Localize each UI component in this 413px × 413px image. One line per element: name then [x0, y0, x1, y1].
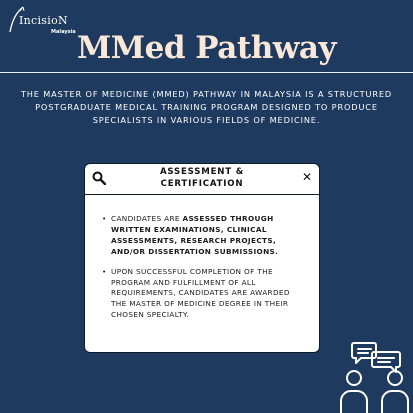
logo-text: IncisioN — [19, 14, 68, 27]
list-item — [102, 267, 307, 322]
bullet-1-text: CANDIDATES ARE — [111, 214, 183, 223]
people-chat-icon — [338, 338, 413, 413]
card-title-line-1: ASSESSMENT & — [159, 167, 245, 177]
bullet-2-text: UPON SUCCESSFUL COMPLETION OF THE PROGRAM AND FULFILLMENT OF ALL REQUIREMENTS, CANDIDATES ARE AWARDED THE MASTER OF MEDICINE DEGREE IN THEIR CHOSEN SPECIALTY. — [111, 266, 290, 320]
search-icon[interactable] — [92, 171, 106, 185]
info-card — [84, 163, 320, 353]
page-title: MMed Pathway — [76, 30, 337, 66]
card-title — [115, 166, 289, 190]
intro-paragraph: THE MASTER OF MEDICINE (MMED) PATHWAY IN MALAYSIA IS A STRUCTURED POSTGRADUATE MEDICAL TRAINING PROGRAM DESIGNED TO PRODUCE SPECIALISTS IN VARIOUS FIELDS OF MEDICINE. — [20, 89, 393, 125]
list-item — [102, 214, 307, 258]
brand-logo — [7, 5, 76, 35]
bullet-1-bold: ASSESSED THROUGH WRITTEN EXAMINATIONS, CLINICAL ASSESSMENTS, RESEARCH PROJECTS, AND/OR DISSERTATION SUBMISSIONS. — [111, 214, 279, 256]
logo-subtext: Malaysia — [51, 29, 76, 35]
card-header — [85, 164, 319, 195]
divider — [0, 72, 413, 73]
bullet-list — [102, 214, 307, 330]
card-title-line-2: CERTIFICATION — [160, 179, 244, 189]
close-icon[interactable]: ✕ — [301, 170, 312, 184]
